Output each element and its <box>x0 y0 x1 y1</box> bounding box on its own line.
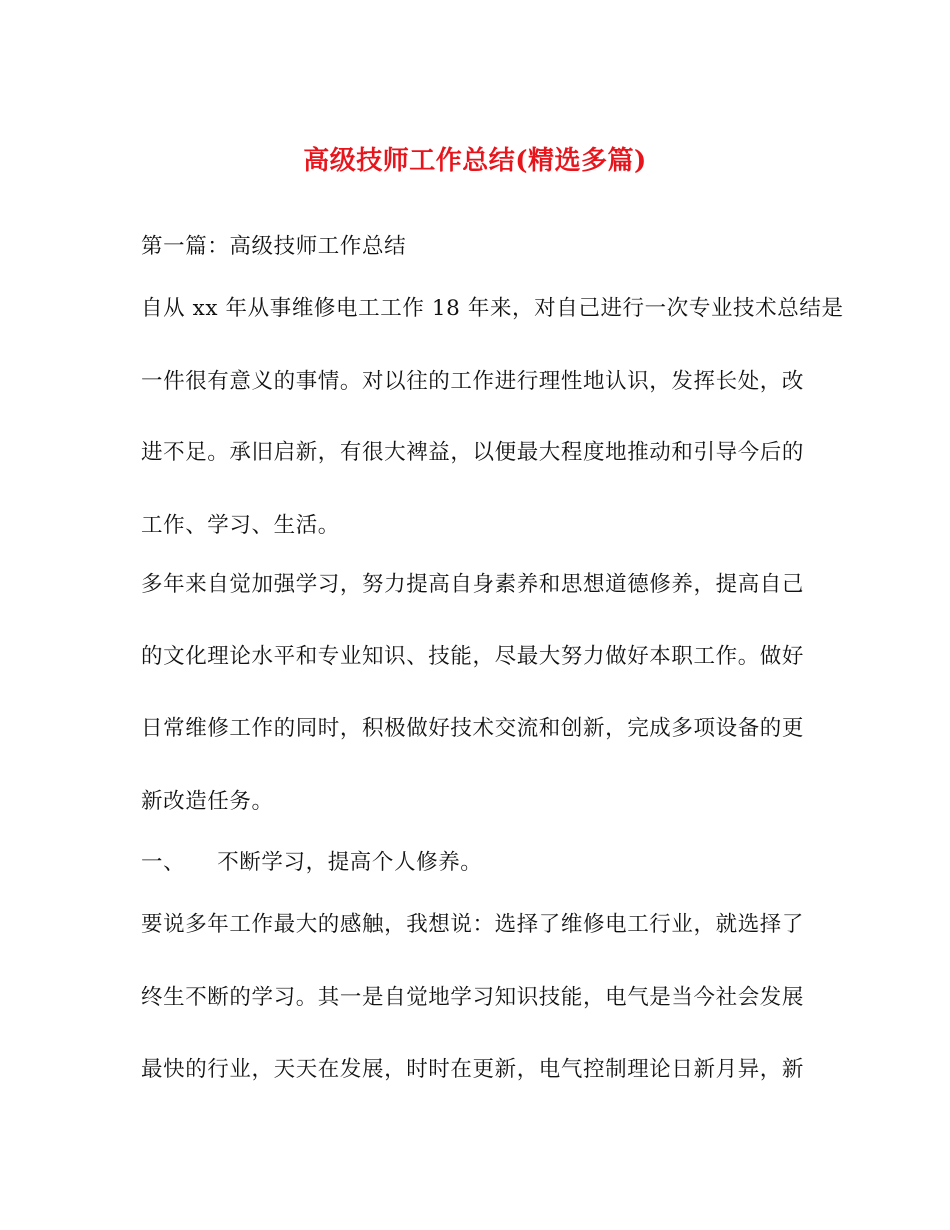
section-title-line: 第一篇：高级技师工作总结 <box>141 234 407 259</box>
paragraph-line: 日常维修工作的同时，积极做好技术交流和创新，完成多项设备的更 <box>141 716 805 741</box>
paragraph-line: 一件很有意义的事情。对以往的工作进行理性地认识，发挥长处，改 <box>141 369 805 394</box>
section-heading-text: 不断学习，提高个人修养。 <box>217 850 483 875</box>
section-heading-number: 一、 <box>141 850 186 875</box>
paragraph-line: 的文化理论水平和专业知识、技能，尽最大努力做好本职工作。做好 <box>141 644 805 669</box>
paragraph-line: 新改造任务。 <box>141 789 274 814</box>
paragraph-line: 终生不断的学习。其一是自觉地学习知识技能，电气是当今社会发展 <box>141 985 805 1010</box>
paragraph-line: 进不足。承旧启新，有很大裨益，以便最大程度地推动和引导今后的 <box>141 440 805 465</box>
document-title: 高级技师工作总结(精选多篇) <box>303 146 647 176</box>
paragraph-line: 工作、学习、生活。 <box>141 513 340 538</box>
paragraph-line: 最快的行业，天天在发展，时时在更新，电气控制理论日新月异，新 <box>141 1057 805 1082</box>
paragraph-line: 多年来自觉加强学习，努力提高自身素养和思想道德修养，提高自己 <box>141 572 805 597</box>
section-heading <box>141 848 482 878</box>
paragraph-line: 自从 xx 年从事维修电工工作 18 年来，对自己进行一次专业技术总结是 <box>141 296 844 321</box>
paragraph-line: 要说多年工作最大的感触，我想说：选择了维修电工行业，就选择了 <box>141 912 805 937</box>
